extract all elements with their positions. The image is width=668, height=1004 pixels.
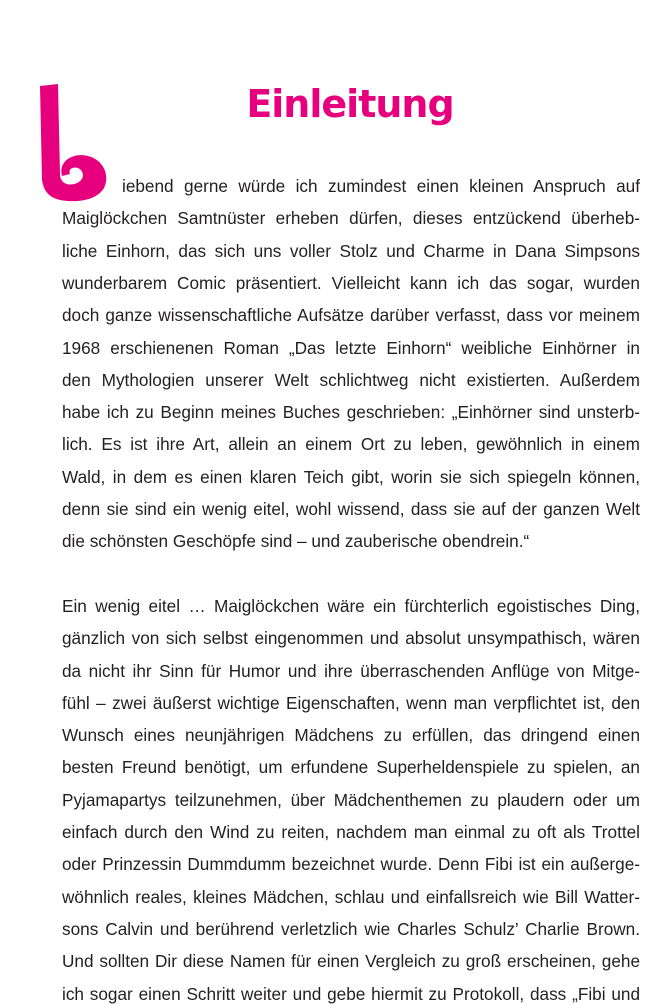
- text-line: liche Einhorn, das sich uns voller Stolz und Charme in Dana Simpsons: [62, 240, 640, 261]
- chapter-title: Einleitung: [246, 82, 454, 126]
- text-line: Pyjamapartys teilzunehmen, über Mädchenthemen zu plaudern oder um: [62, 789, 640, 810]
- text-line: einfach durch den Wind zu reiten, nachdem man einmal zu oft als Trottel: [62, 822, 640, 842]
- text-line: Wald, in dem es einen klaren Teich gibt, worin sie sich spiegeln können,: [62, 466, 640, 487]
- text-line: Ein wenig eitel … Maiglöckchen wäre ein fürchterlich egoistisches Ding,: [62, 595, 640, 616]
- text-line: gänzlich von sich selbst eingenommen und absolut unsympathisch, wären: [62, 628, 640, 649]
- text-line: die schönsten Geschöpfe sind – und zauberische obendrein.“: [62, 531, 530, 552]
- text-line: iebend gerne würde ich zumindest einen kleinen Anspruch auf: [122, 176, 640, 196]
- text-line: da nicht ihr Sinn für Humor und ihre überraschenden Anflüge von Mitge-: [62, 660, 640, 681]
- text-line: oder Prinzessin Dummdumm bezeichnet wurde. Denn Fibi ist ein außerge-: [62, 854, 640, 875]
- text-line: wöhnlich reales, kleines Mädchen, schlau und einfallsreich wie Bill Watter-: [62, 886, 640, 907]
- text-line: ich sogar einen Schritt weiter und gebe hiermit zu Protokoll, dass „Fibi und: [62, 983, 640, 1004]
- text-line: den Mythologien unserer Welt schlichtweg nicht existierten. Außerdem: [62, 369, 640, 390]
- text-line: doch ganze wissenschaftliche Aufsätze darüber verfasst, dass vor meinem: [62, 305, 640, 326]
- text-line: wunderbarem Comic präsentiert. Vielleicht kann ich das sogar, wurden: [62, 272, 640, 293]
- text-line: besten Freund benötigt, um erfundene Superheldenspiele zu spielen, an: [62, 757, 640, 778]
- text-line: Und sollten Dir diese Namen für einen Vergleich zu groß erscheinen, gehe: [62, 951, 640, 972]
- text-line: Maiglöckchen Samtnüster erheben dürfen, dieses entzückend überheb-: [62, 208, 640, 229]
- text-line: 1968 erschienenen Roman „Das letzte Einhorn“ weibliche Einhörner in: [62, 337, 640, 358]
- text-line: habe ich zu Beginn meines Buches geschrieben: „Einhörner sind unsterb-: [62, 402, 640, 423]
- text-line: denn sie sind ein wenig eitel, wohl wissend, dass sie auf der ganzen Welt: [62, 499, 640, 519]
- text-line: sons Calvin und berührend verletzlich wie Charles Schulz’ Charlie Brown.: [62, 918, 640, 939]
- text-line: fühl – zwei äußerst wichtige Eigenschaften, wenn man verpflichtet ist, den: [62, 692, 640, 713]
- text-line: Wunsch eines neunjährigen Mädchens zu erfüllen, das dringend einen: [62, 725, 640, 746]
- drop-cap-letter: [38, 84, 110, 202]
- text-line: lich. Es ist ihre Art, allein an einem Ort zu leben, gewöhnlich in einem: [62, 434, 640, 455]
